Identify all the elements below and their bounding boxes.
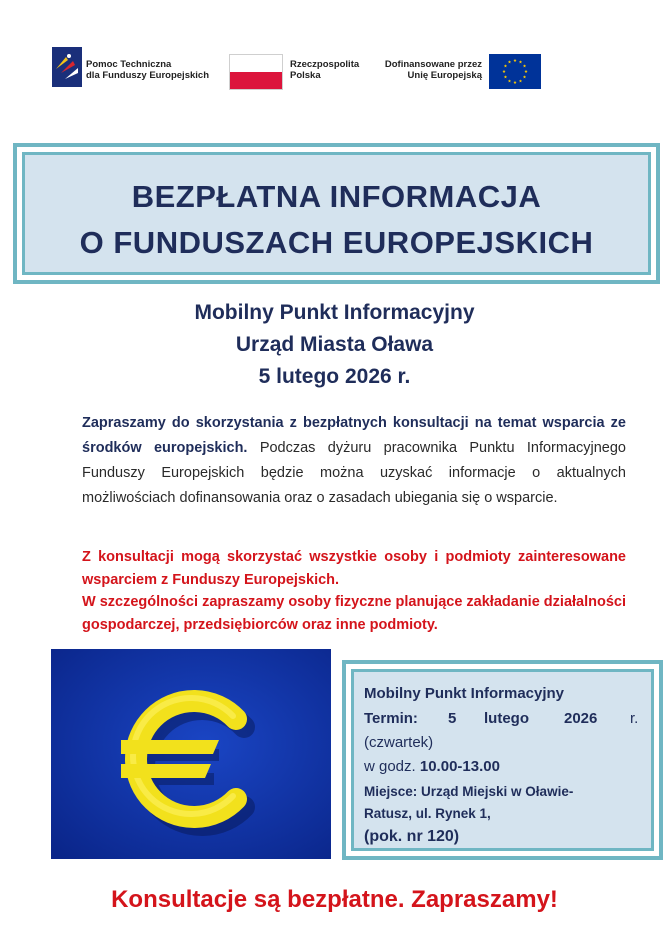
info-termin-row <box>364 710 641 727</box>
info-place-label: Miejsce <box>364 784 413 799</box>
euro-sign-image <box>51 649 331 859</box>
info-termin-label: Termin: <box>364 710 418 727</box>
footer-note: Konsultacje są bezpłatne. Zapraszamy! <box>111 886 558 913</box>
poland-logo-line2: Polska <box>290 70 321 81</box>
euro-sign-icon <box>51 649 331 859</box>
highlight-paragraph-2: W szczególności zapraszamy osoby fizyczne planujące zakładanie działalności gospodarczej, przedsiębiorców oraz inne podmioty. <box>82 594 626 633</box>
eu-logo-line1: Dofinansowane przez <box>384 59 482 70</box>
info-box-inner <box>351 669 654 851</box>
title-line-1: BEZPŁATNA INFORMACJA <box>131 179 542 214</box>
poland-logo-line1: Rzeczpospolita <box>290 59 360 70</box>
highlight-paragraph-1: Z konsultacji mogą skorzystać wszystkie osoby i podmioty zainteresowane wsparciem z Funduszy Europejskich. <box>82 549 626 588</box>
poland-flag-icon <box>229 54 283 90</box>
info-place-row <box>364 784 573 799</box>
info-place-line1: : Urząd Miejski w Oławie- <box>412 784 574 799</box>
info-heading: Mobilny Punkt Informacyjny <box>364 685 565 702</box>
info-place-line2: Ratusz, ul. Rynek 1, <box>364 806 491 821</box>
intro-paragraph <box>82 411 626 511</box>
funds-logo-line2: dla Funduszy Europejskich <box>86 70 209 81</box>
title-line-2: O FUNDUSZACH EUROPEJSKICH <box>79 225 594 260</box>
info-room: (pok. nr 120) <box>364 828 460 845</box>
info-termin-month: lutego <box>484 710 529 727</box>
subtitle-line-3: 5 lutego 2026 r. <box>258 365 411 388</box>
intro-bold-text: Zapraszamy do skorzystania z bezpłatnych konsultacji na temat wsparcia ze środków europejskich. <box>82 415 626 456</box>
info-hours-row <box>364 758 500 775</box>
subtitle-line-2: Urząd Miasta Oława <box>235 333 434 356</box>
funds-logo-line1: Pomoc Techniczna <box>86 59 172 70</box>
subtitle-line-1: Mobilny Punkt Informacyjny <box>194 301 475 324</box>
info-hours: 10.00-13.00 <box>419 758 500 775</box>
intro-rest-text: Podczas dyżuru pracownika Punktu Informacyjnego Funduszy Europejskich będzie można uzyskać informacje o aktualnych możliwościach dofinansowania oraz o zasadach ubiegania się o wsparcie. <box>82 440 626 506</box>
eu-logo-line2: Unię Europejską <box>407 70 482 81</box>
info-termin-suffix: r. <box>630 710 639 727</box>
info-hours-prefix: w godz. <box>364 758 420 775</box>
info-box <box>342 660 663 860</box>
info-weekday: (czwartek) <box>364 734 434 751</box>
info-termin-day: 5 <box>448 710 457 727</box>
logo-row <box>0 40 669 100</box>
eu-flag-icon <box>489 54 541 89</box>
funds-logo-icon <box>52 47 82 87</box>
info-termin-year: 2026 <box>564 710 598 727</box>
title-box <box>13 143 660 284</box>
title-box-inner <box>22 152 651 275</box>
